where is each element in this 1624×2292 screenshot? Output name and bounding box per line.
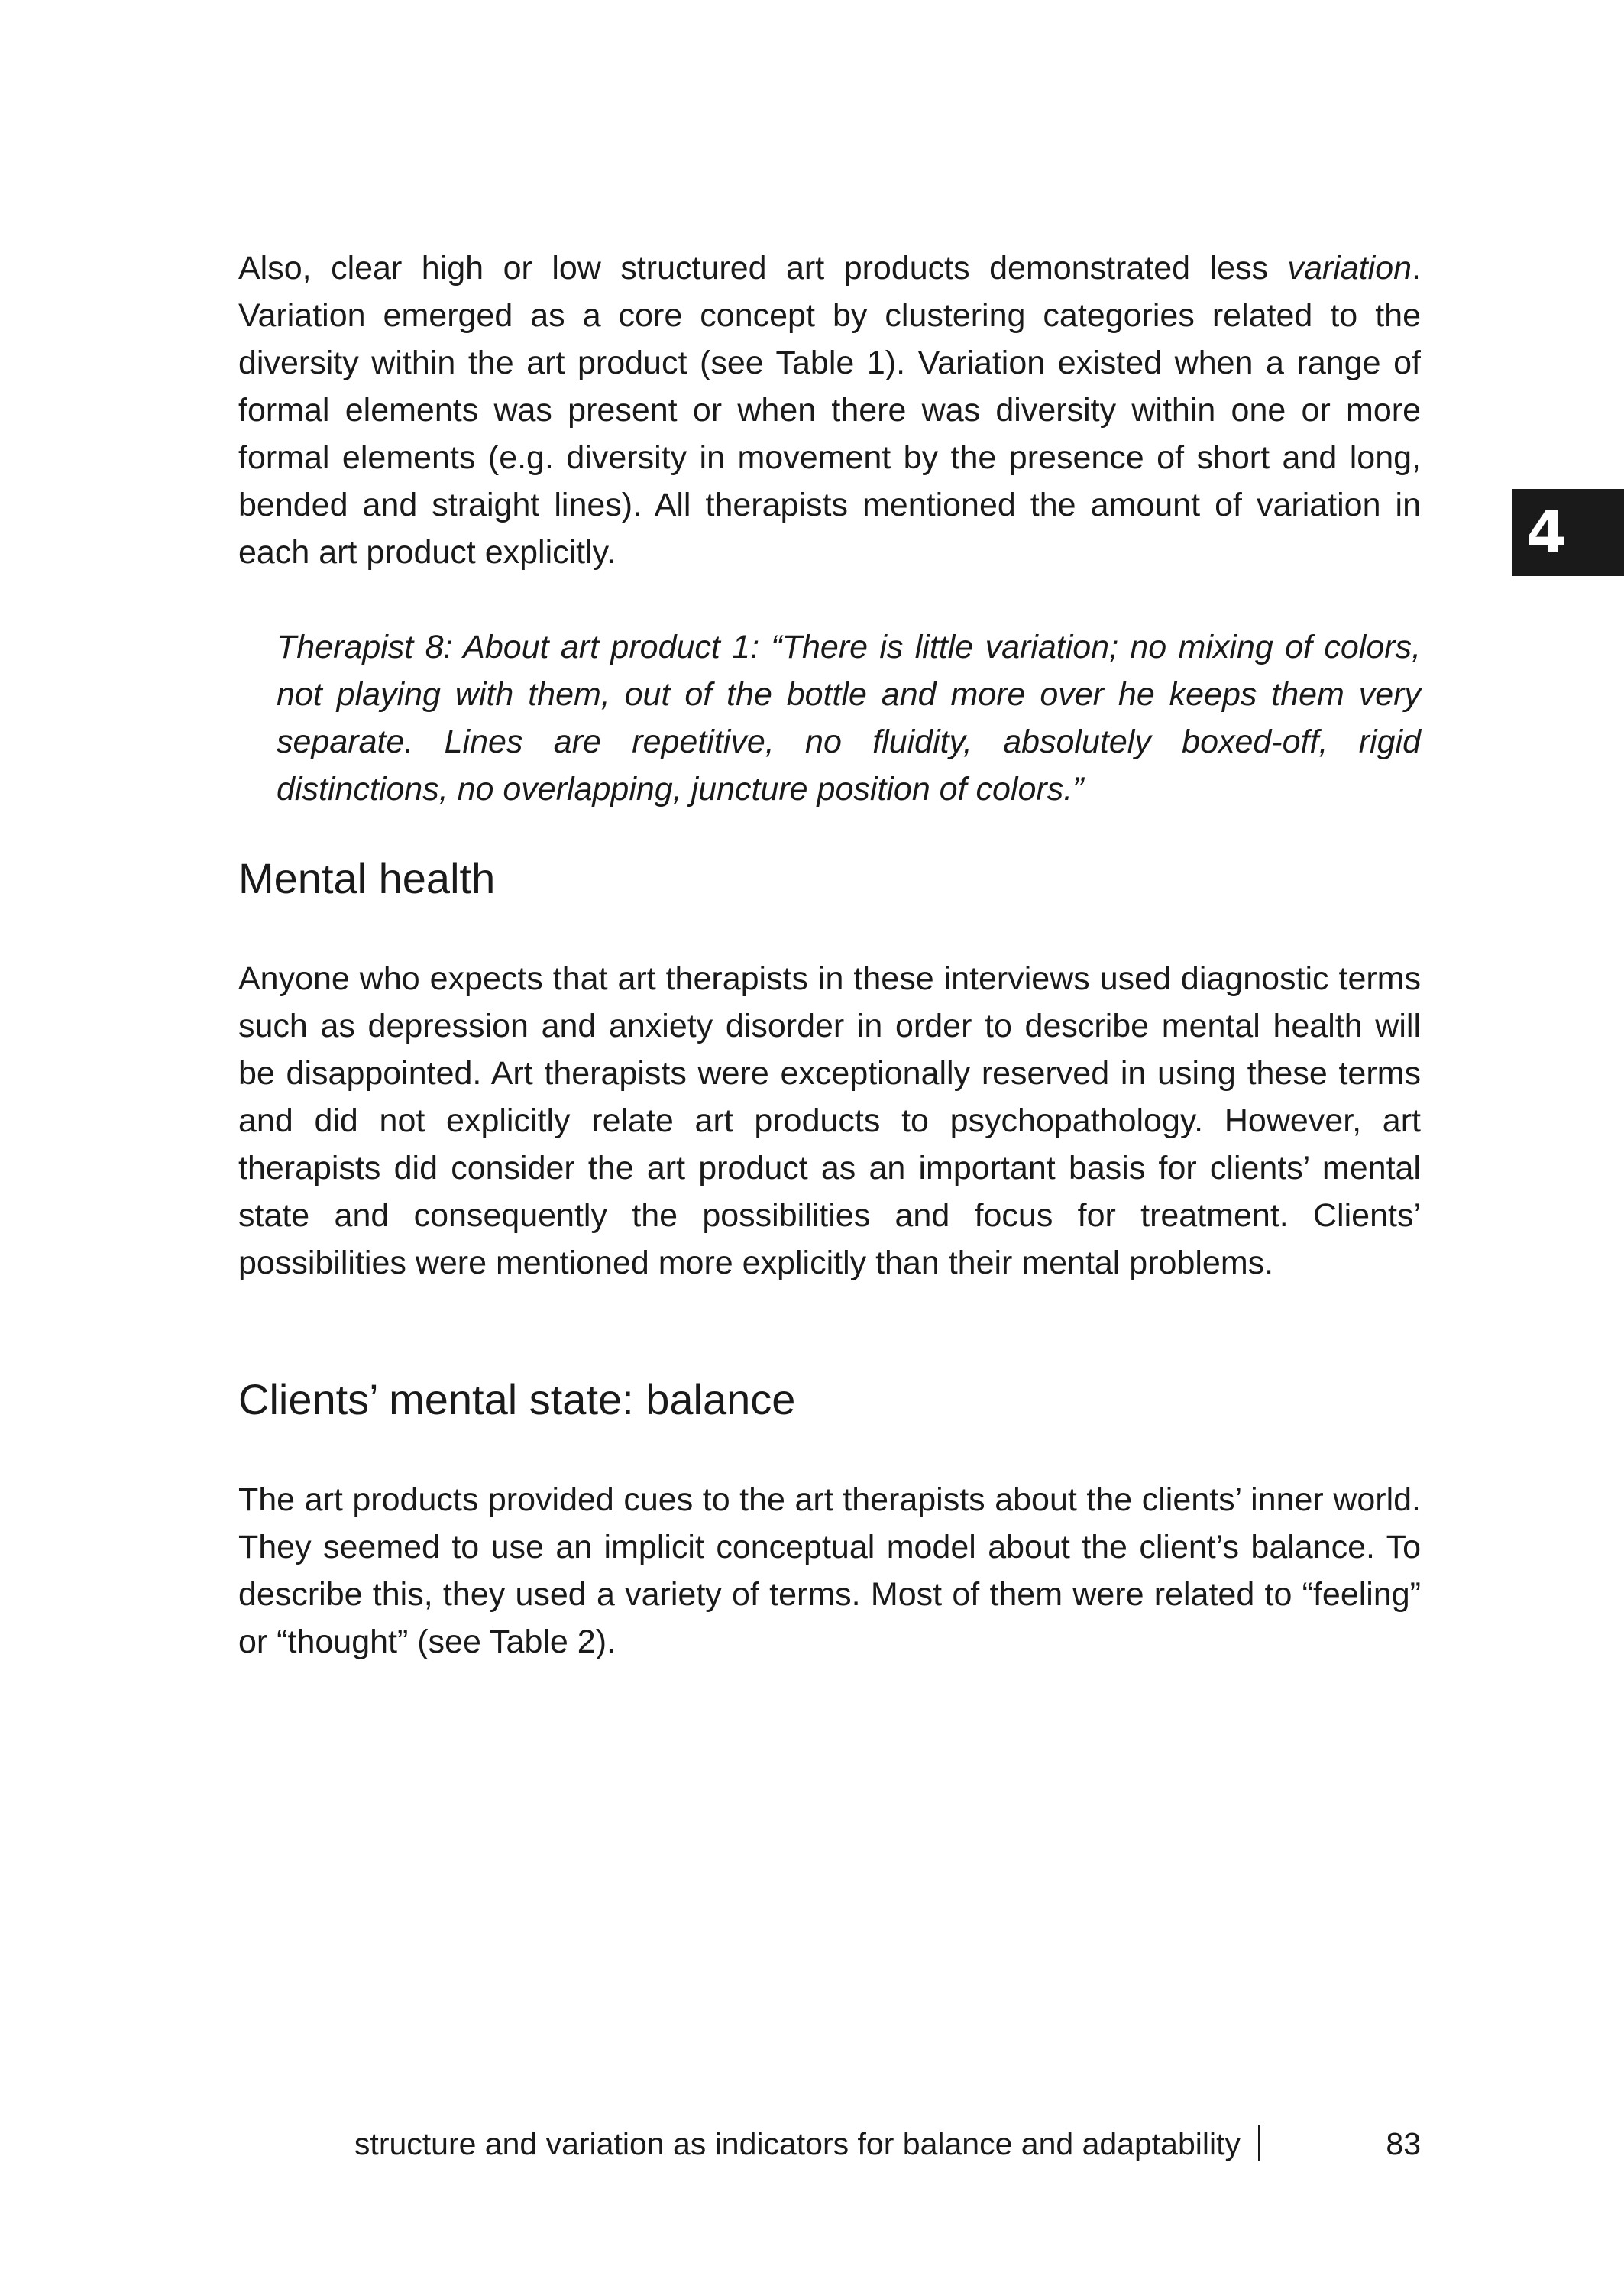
paragraph-balance: [238, 1476, 1421, 1666]
paragraph-variation: [238, 244, 1421, 576]
paragraph-variation-text: [238, 244, 1421, 576]
heading-mental-state-balance: Clients’ mental state: balance: [238, 1375, 796, 1423]
therapist-quote: Therapist 8: About art product 1: “There is little variation; no mixing of colors, not playing with them, out of the bottle and more over he keeps them very separate. Lines are repetitive, no fluidity, absolutely boxed-off, rigid distinctions, no overlapping, juncture position of colors.”: [277, 629, 1421, 808]
page-footer: [238, 2121, 1421, 2167]
paragraph-variation-start: Also, clear high or low structured art products demonstrated less: [238, 250, 1288, 286]
paragraph-mental-health: [238, 955, 1421, 1287]
running-title: structure and variation as indicators for balance and adaptability: [354, 2126, 1241, 2161]
paragraph-mental-health-text: Anyone who expects that art therapists in these interviews used diagnostic terms such as depression and anxiety disorder in order to describe mental health will be disappointed. Art therapists were exceptionally reserved in using these terms and did not explicitly relate art products to psychopathology. However, art therapists did consider the art product as an important basis for clients’ mental state and consequently the possibilities and focus for treatment. Clients’ possibilities were mentioned more explicitly than their mental problems.: [238, 960, 1421, 1281]
variation-term: variation: [1287, 250, 1412, 286]
page-number: 83: [1386, 2126, 1421, 2161]
paragraph-variation-rest: . Variation emerged as a core concept by clustering categories related to the diversity within the art product (see Table 1). Variation existed when a range of formal elements was present or when there was diversity within one or more formal elements (e.g. diversity in movement by the presence of short and long, bended and straight lines). All therapists mentioned the amount of variation in each art product explicitly.: [238, 250, 1421, 571]
footer-separator: [1258, 2125, 1260, 2161]
chapter-tab: 4: [1512, 489, 1624, 576]
paragraph-balance-text: The art products provided cues to the art therapists about the clients’ inner world. They seemed to use an implicit conceptual model about the client’s balance. To describe this, they used a variety of terms. Most of them were related to “feeling” or “thought” (see Table 2).: [238, 1481, 1421, 1660]
heading-mental-health: Mental health: [238, 854, 496, 902]
